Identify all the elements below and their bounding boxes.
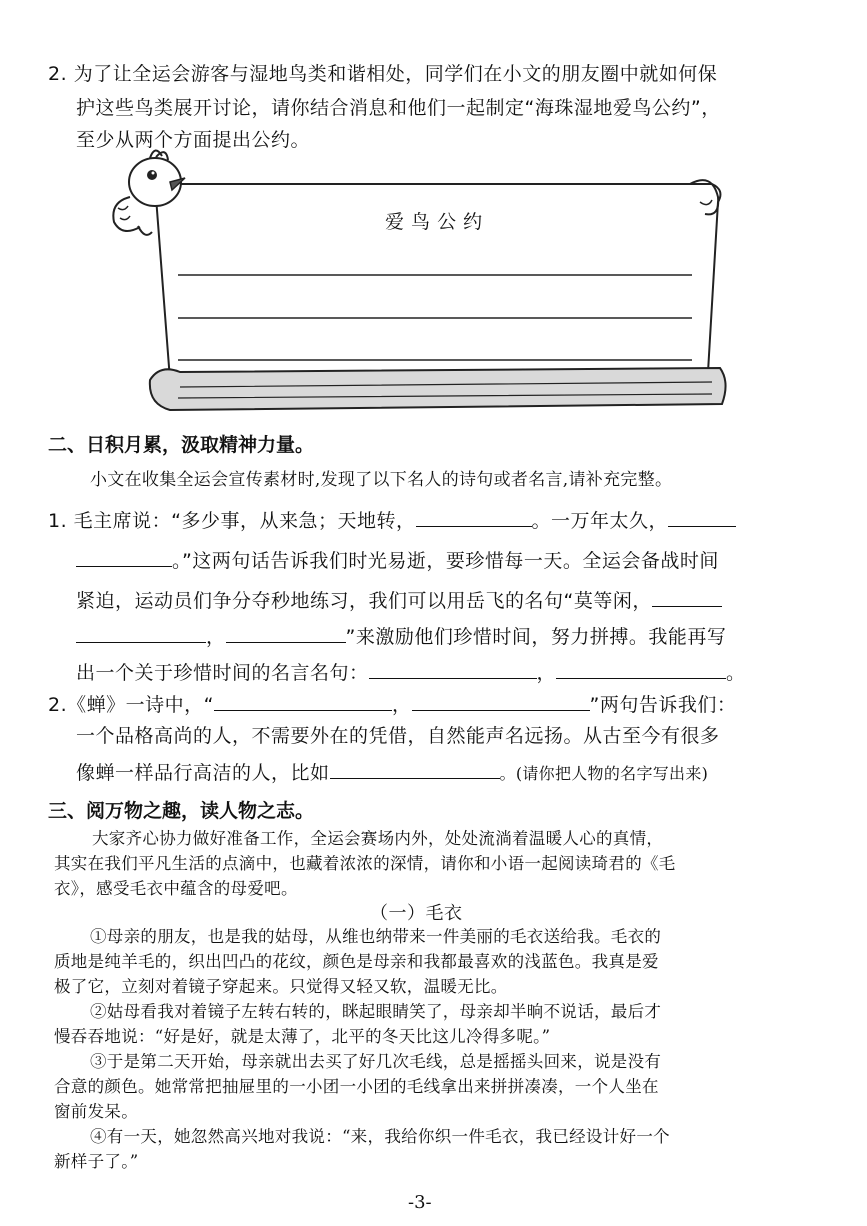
section2-intro: 小文在收集全运会宣传素材时,发现了以下名人的诗句或者名言,请补充完整。 <box>90 470 673 490</box>
para1-line2: 质地是纯羊毛的，织出凹凸的花纹，颜色是母亲和我都最喜欢的浅蓝色。我真是爱 <box>54 952 659 971</box>
section3-heading: 三、阅万物之趣，读人物之志。 <box>48 800 315 822</box>
blank-6[interactable] <box>226 620 346 643</box>
q2-number: 2. <box>48 63 68 85</box>
section3-intro-2: 其实在我们平凡生活的点滴中，也藏着浓浓的深情，请你和小语一起阅读琦君的《毛 <box>54 854 676 873</box>
blank-1[interactable] <box>416 504 532 527</box>
para3-line2: 合意的颜色。她常常把抽屉里的一小团一小团的毛线拿出来拼拼凑凑，一个人坐在 <box>54 1077 659 1096</box>
scroll-illustration <box>100 142 740 422</box>
blank-7[interactable] <box>369 656 537 679</box>
section3-intro-1: 大家齐心协力做好准备工作，全运会赛场内外，处处流淌着温暖人心的真情， <box>92 829 664 848</box>
para4-line1: ④有一天，她忽然高兴地对我说：“来，我给你织一件毛衣，我已经设计好一个 <box>90 1127 670 1146</box>
blank-2[interactable] <box>668 504 736 527</box>
para1-line3: 极了它，立刻对着镜子穿起来。只觉得又轻又软，温暖无比。 <box>54 977 508 996</box>
section2-heading: 二、日积月累，汲取精神力量。 <box>48 434 315 456</box>
item1-line2: 。”这两句话告诉我们时光易逝，要珍惜每一天。全运会备战时间 <box>76 544 719 577</box>
item1-line4: ， ”来激励他们珍惜时间，努力拼搏。我能再写 <box>76 620 726 653</box>
blank-10[interactable] <box>412 688 590 711</box>
bird-icon <box>113 150 185 234</box>
passage-title: （一）毛衣 <box>370 903 463 924</box>
item1-line5: 出一个关于珍惜时间的名言名句： ， 。 <box>76 656 746 689</box>
blank-9[interactable] <box>214 688 392 711</box>
para4-line2: 新样子了。” <box>54 1152 139 1171</box>
blank-8[interactable] <box>556 656 726 679</box>
item2-line1: 2.《蝉》一诗中，“ ， ”两句告诉我们： <box>48 688 736 721</box>
blank-11[interactable] <box>330 756 500 779</box>
q2-line2: 护这些鸟类展开讨论，请你结合消息和他们一起制定“海珠湿地爱鸟公约”， <box>76 97 721 119</box>
item1-line1: 1. 毛主席说：“多少事，从来急；天地转， 。一万年太久， <box>48 504 736 537</box>
para2-line2: 慢吞吞地说：“好是好，就是太薄了，北平的冬天比这儿冷得多呢。” <box>54 1027 551 1046</box>
section3-intro-3: 衣》，感受毛衣中蕴含的母爱吧。 <box>54 879 298 898</box>
q2-line3: 至少从两个方面提出公约。 <box>76 129 311 151</box>
item2-line3: 像蝉一样品行高洁的人，比如 。(请你把人物的名字写出来) <box>76 756 708 789</box>
blank-5[interactable] <box>76 620 206 643</box>
item1-line3: 紧迫，运动员们争分夺秒地练习，我们可以用岳飞的名句“莫等闲， <box>76 584 722 617</box>
para3-line3: 窗前发呆。 <box>54 1102 138 1121</box>
blank-3[interactable] <box>76 544 172 567</box>
page-number: -3- <box>408 1192 432 1213</box>
scroll-title: 爱 鸟 公 约 <box>385 211 483 233</box>
q2-text-1: 为了让全运会游客与湿地鸟类和谐相处，同学们在小文的朋友圈中就如何保 <box>73 63 718 85</box>
item2-line2: 一个品格高尚的人，不需要外在的凭借，自然能声名远扬。从古至今有很多 <box>76 725 720 747</box>
para2-line1: ②姑母看我对着镜子左转右转的，眯起眼睛笑了，母亲却半晌不说话，最后才 <box>90 1002 662 1021</box>
q2-line1 <box>48 58 717 90</box>
para1-line1: ①母亲的朋友，也是我的姑母，从维也纳带来一件美丽的毛衣送给我。毛衣的 <box>90 927 662 946</box>
para3-line1: ③于是第二天开始，母亲就出去买了好几次毛线，总是摇摇头回来，说是没有 <box>90 1052 662 1071</box>
blank-4[interactable] <box>652 584 722 607</box>
